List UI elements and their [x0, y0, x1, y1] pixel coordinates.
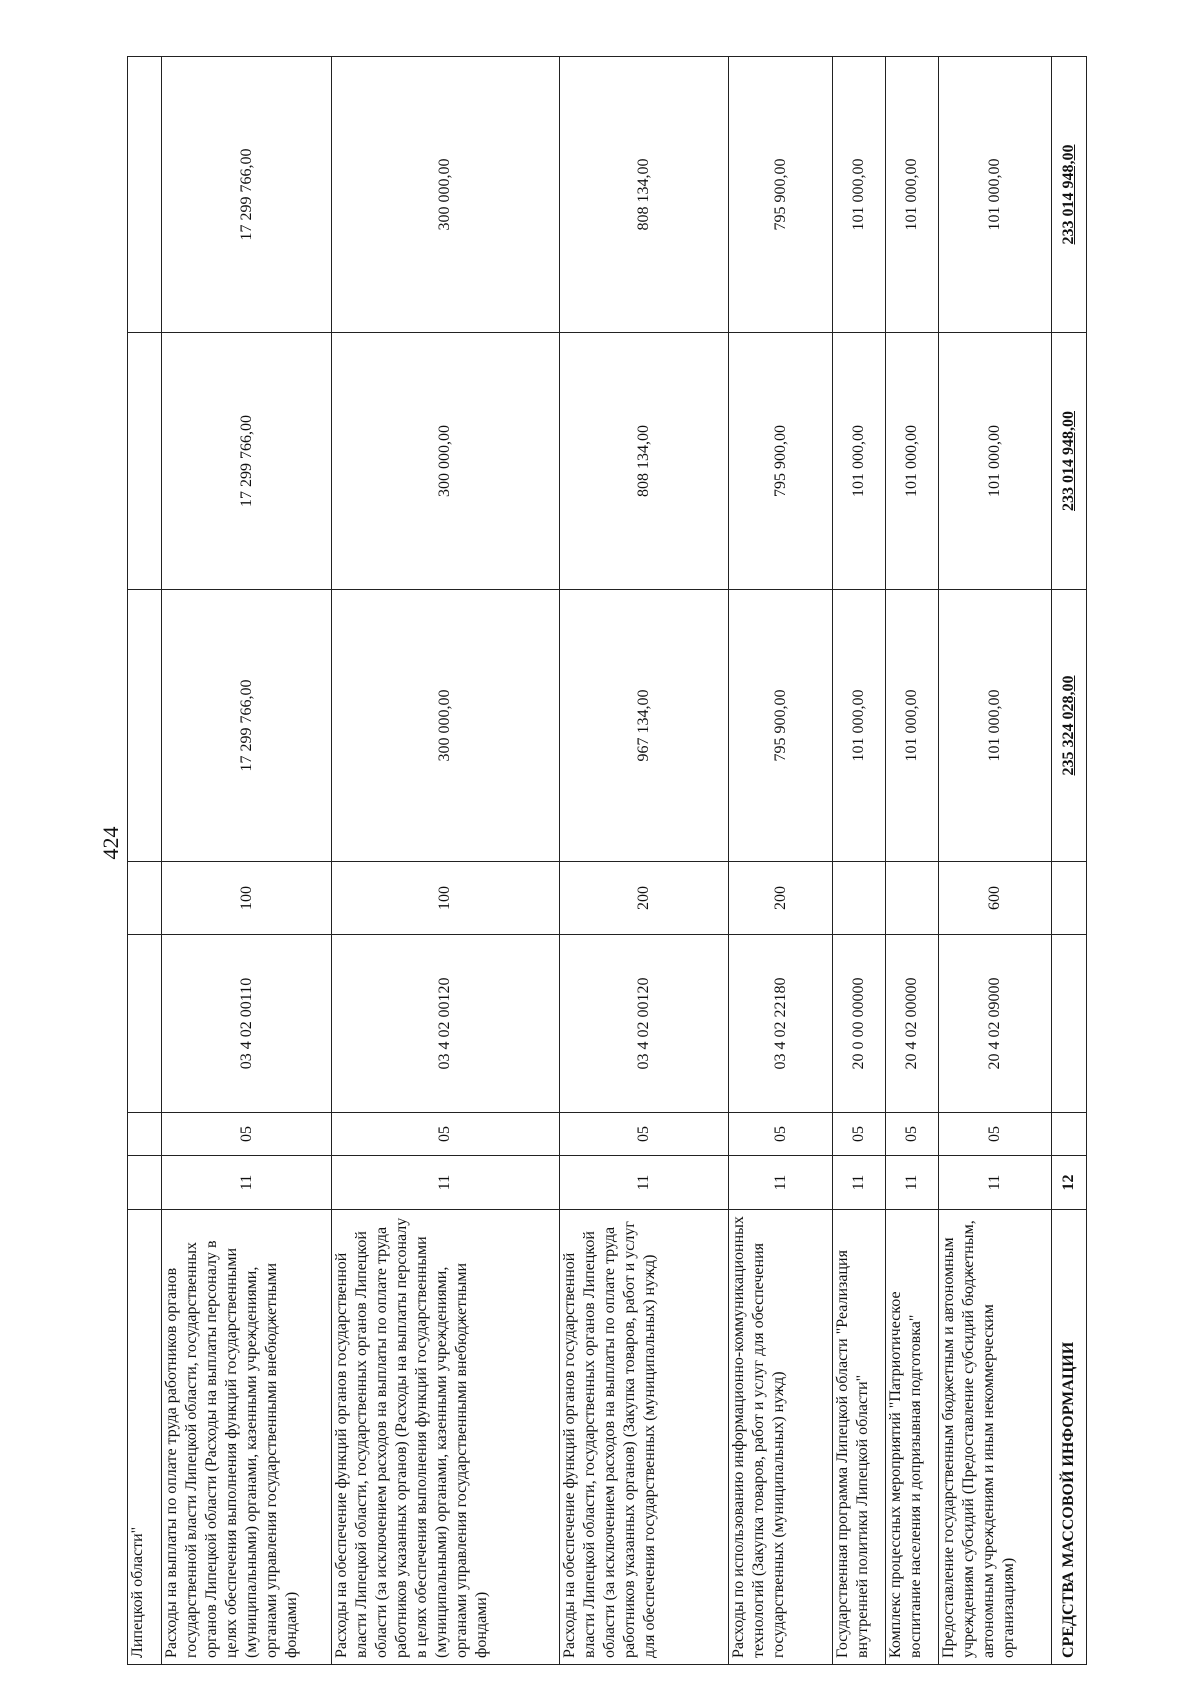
subsection-code: 05 [331, 1113, 559, 1156]
subsection-code: 05 [886, 1113, 939, 1156]
section-code: 11 [559, 1156, 729, 1210]
amount-year-2 [128, 333, 162, 590]
section-code [128, 1156, 162, 1210]
amount-year-3 [128, 57, 162, 333]
section-code: 11 [939, 1156, 1051, 1210]
target-article-code: 03 4 02 00110 [162, 935, 332, 1113]
amount-year-3 [1051, 57, 1086, 333]
expense-type-code: 600 [939, 862, 1051, 935]
subsection-code: 05 [833, 1113, 886, 1156]
target-article-code: 20 0 00 00000 [833, 935, 886, 1113]
amount-year-3: 795 900,00 [729, 57, 833, 333]
amount-year-3: 101 000,00 [833, 57, 886, 333]
subsection-code [1051, 1113, 1086, 1156]
target-article-code: 20 4 02 09000 [939, 935, 1051, 1113]
table-row [833, 57, 886, 1665]
amount-year-3: 101 000,00 [939, 57, 1051, 333]
expense-type-code: 200 [559, 862, 729, 935]
target-article-code [128, 935, 162, 1113]
amount-year-1: 101 000,00 [833, 590, 886, 862]
target-article-code: 03 4 02 00120 [331, 935, 559, 1113]
table-row-total [1051, 57, 1086, 1665]
amount-year-1 [128, 590, 162, 862]
table-row [939, 57, 1051, 1665]
table-row [128, 57, 162, 1665]
expense-type-code: 200 [729, 862, 833, 935]
table-row [729, 57, 833, 1665]
section-code: 11 [162, 1156, 332, 1210]
row-description: Расходы на обеспечение функций органов государственной власти Липецкой области, государственных органов Липецкой области (за исключением расходов на выплаты по оплате труда работников указанных органов) (Закупка товаров, работ и услуг для обеспечения государственных (муниципальных) нужд) [559, 1210, 729, 1665]
amount-year-1: 967 134,00 [559, 590, 729, 862]
amount-year-2 [1051, 333, 1086, 590]
amount-year-1: 795 900,00 [729, 590, 833, 862]
expense-type-code [128, 862, 162, 935]
amount-year-2-value: 233 014 948,00 [1059, 411, 1077, 511]
table-row [559, 57, 729, 1665]
section-code: 11 [331, 1156, 559, 1210]
expense-type-code [1051, 862, 1086, 935]
subsection-code: 05 [559, 1113, 729, 1156]
amount-year-3: 17 299 766,00 [162, 57, 332, 333]
subsection-code: 05 [162, 1113, 332, 1156]
subsection-code [128, 1113, 162, 1156]
budget-table [127, 57, 1087, 1665]
target-article-code: 03 4 02 22180 [729, 935, 833, 1113]
section-code: 11 [886, 1156, 939, 1210]
table-row [162, 57, 332, 1665]
target-article-code: 03 4 02 00120 [559, 935, 729, 1113]
amount-year-1: 300 000,00 [331, 590, 559, 862]
subsection-code: 05 [939, 1113, 1051, 1156]
amount-year-3: 300 000,00 [331, 57, 559, 333]
row-description: Расходы на выплаты по оплате труда работников органов государственной власти Липецкой области, государственных органов Липецкой области (Расходы на выплаты персоналу в целях обеспечения выполнения функций государственными (муниципальными) органами, казенными учреждениями, органами управления государственными внебюджетными фондами) [162, 1210, 332, 1665]
amount-year-2: 808 134,00 [559, 333, 729, 590]
row-description: Расходы по использованию информационно-коммуникационных технологий (Закупка товаров, работ и услуг для обеспечения государственных (муниципальных) нужд) [729, 1210, 833, 1665]
amount-year-2: 101 000,00 [833, 333, 886, 590]
expense-type-code: 100 [331, 862, 559, 935]
section-code: 11 [729, 1156, 833, 1210]
amount-year-1: 101 000,00 [939, 590, 1051, 862]
row-description: Предоставление государственным бюджетным и автономным учреждениям субсидий (Предоставление субсидий бюджетным, автономным учреждениям и иным некоммерческим организациям) [939, 1210, 1051, 1665]
amount-year-1 [1051, 590, 1086, 862]
expense-type-code: 100 [162, 862, 332, 935]
amount-year-1-value: 235 324 028,00 [1059, 675, 1077, 776]
amount-year-3: 808 134,00 [559, 57, 729, 333]
subsection-code: 05 [729, 1113, 833, 1156]
row-description: Липецкой области" [128, 1210, 162, 1665]
amount-year-3: 101 000,00 [886, 57, 939, 333]
target-article-code: 20 4 02 00000 [886, 935, 939, 1113]
row-description: Расходы на обеспечение функций органов государственной власти Липецкой области, государственных органов Липецкой области (за исключением расходов на выплаты по оплате труда работников указанных органов) (Расходы на выплаты персоналу в целях обеспечения выполнения функций государственными (муниципальными) органами, казенными учреждениями, органами управления государственными внебюджетными фондами) [331, 1210, 559, 1665]
row-description: СРЕДСТВА МАССОВОЙ ИНФОРМАЦИИ [1051, 1210, 1086, 1665]
amount-year-2: 300 000,00 [331, 333, 559, 590]
table-row [331, 57, 559, 1665]
target-article-code [1051, 935, 1086, 1113]
row-description: Государственная программа Липецкой области "Реализация внутренней политики Липецкой области" [833, 1210, 886, 1665]
table-row [886, 57, 939, 1665]
amount-year-3-value: 233 014 948,00 [1059, 144, 1077, 245]
amount-year-2: 101 000,00 [886, 333, 939, 590]
amount-year-2: 101 000,00 [939, 333, 1051, 590]
amount-year-1: 101 000,00 [886, 590, 939, 862]
section-code: 11 [833, 1156, 886, 1210]
expense-type-code [886, 862, 939, 935]
expense-type-code [833, 862, 886, 935]
section-code: 12 [1051, 1156, 1086, 1210]
amount-year-2: 17 299 766,00 [162, 333, 332, 590]
amount-year-2: 795 900,00 [729, 333, 833, 590]
page-number: 424 [98, 826, 123, 860]
row-description: Комплекс процессных мероприятий "Патриотическое воспитание населения и допризывная подготовка" [886, 1210, 939, 1665]
amount-year-1: 17 299 766,00 [162, 590, 332, 862]
